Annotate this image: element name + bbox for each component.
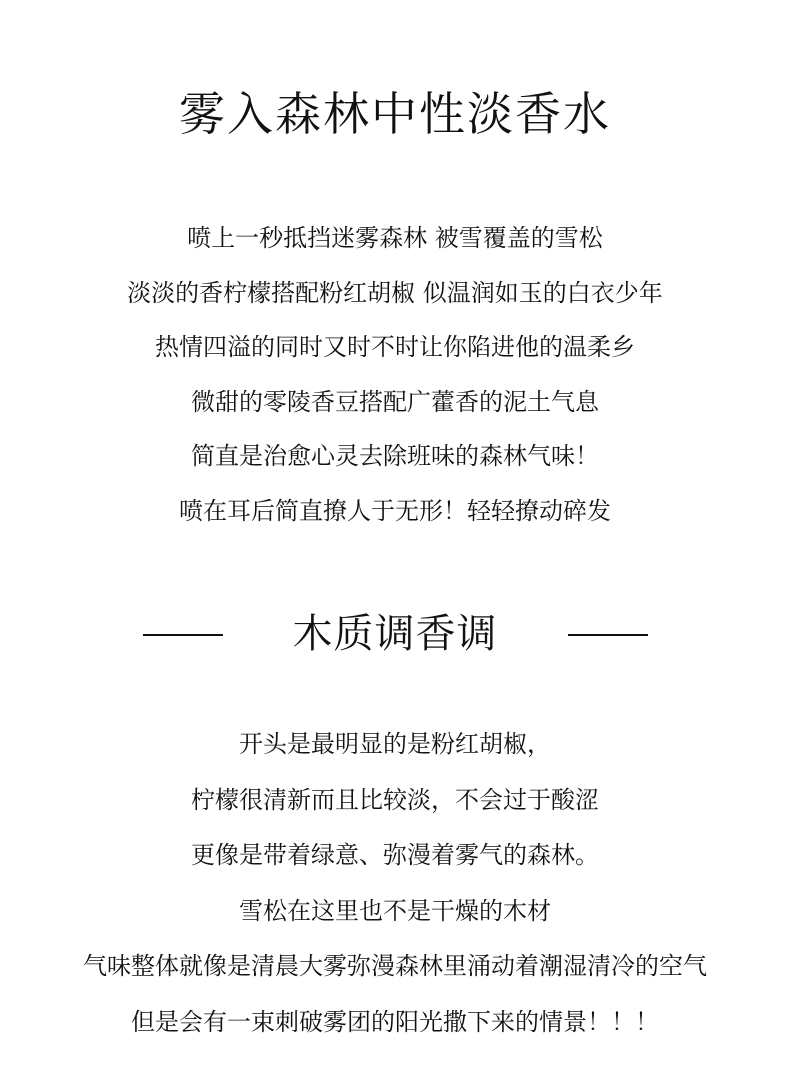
intro-line: 微甜的零陵香豆搭配广藿香的泥土气息 <box>191 387 599 416</box>
intro-line: 喷上一秒抵挡迷雾森林 被雪覆盖的雪松 <box>187 224 603 252</box>
intro-line: 简直是治愈心灵去除班味的森林气味！ <box>191 442 599 470</box>
intro-line: 淡淡的香柠檬搭配粉红胡椒 似温润如玉的白衣少年 <box>127 278 663 307</box>
description-line: 气味整体就像是清晨大雾弥漫森林里涌动着潮湿清冷的空气 <box>83 952 707 980</box>
description-line: 但是会有一束刺破雾团的阳光撒下来的情景！！！ <box>131 1007 659 1036</box>
description-line: 柠檬很清新而且比较淡，不会过于酸涩 <box>191 785 599 814</box>
page-title: 雾入森林中性淡香水 <box>179 87 611 141</box>
description-line: 更像是带着绿意、弥漫着雾气的森林。 <box>191 841 599 869</box>
intro-paragraph <box>0 216 790 543</box>
description-line: 开头是最明显的是粉红胡椒， <box>239 730 551 758</box>
description-paragraph <box>0 722 790 1055</box>
section-heading <box>0 604 790 664</box>
intro-line: 热情四溢的同时又时不时让你陷进他的温柔乡 <box>155 333 635 361</box>
heading-rule-right <box>568 634 648 636</box>
description-line: 雪松在这里也不是干燥的木材 <box>239 896 551 925</box>
section-heading-text: 木质调香调 <box>292 611 498 657</box>
intro-line: 喷在耳后简直撩人于无形！轻轻撩动碎发 <box>179 496 611 525</box>
